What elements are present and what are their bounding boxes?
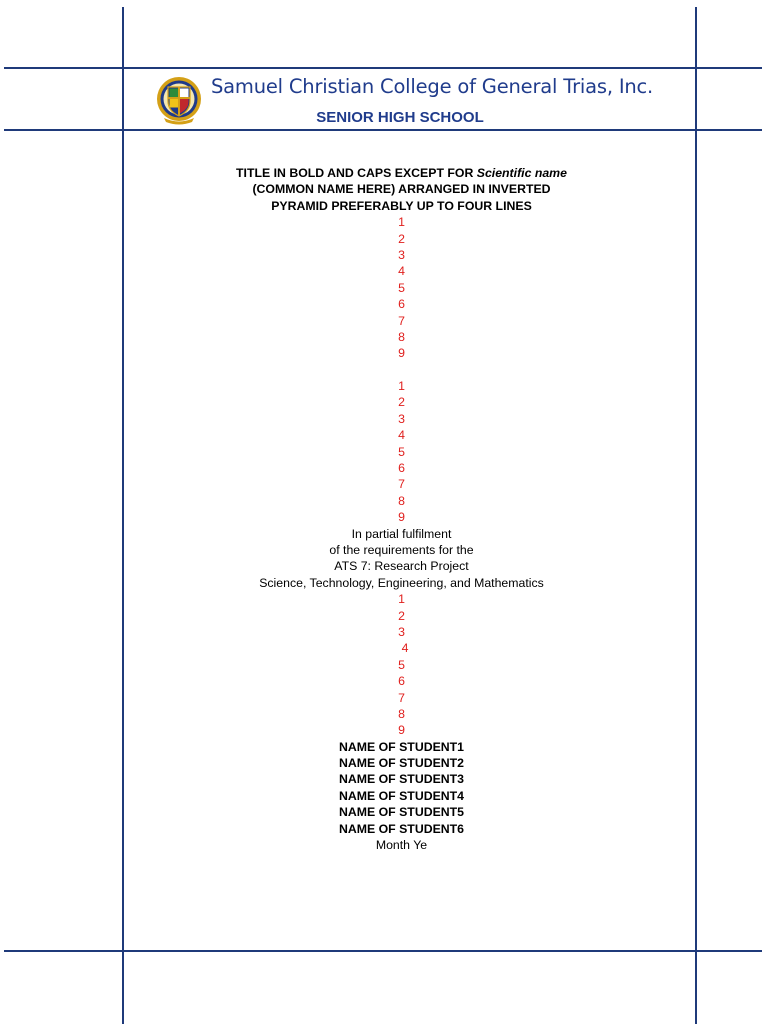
title-line-3: PYRAMID PREFERABLY UP TO FOUR LINES bbox=[271, 198, 532, 213]
spacer-number: 1 bbox=[398, 379, 405, 394]
spacer-number: 7 bbox=[398, 690, 405, 705]
spacer-number: 4 bbox=[398, 264, 405, 279]
spacer-number: 5 bbox=[398, 444, 405, 459]
title-line-1 bbox=[124, 165, 679, 181]
spacer-number: 5 bbox=[398, 657, 405, 672]
page-header bbox=[150, 72, 695, 128]
spacer-number: 6 bbox=[398, 461, 405, 476]
strand-name: Science, Technology, Engineering, and Mathematics bbox=[259, 575, 544, 590]
scientific-name: Scientific name bbox=[476, 166, 567, 180]
spacer-number: 2 bbox=[398, 608, 405, 623]
college-name: Samuel Christian College of General Trias, Inc. bbox=[211, 75, 654, 98]
student-name: NAME OF STUDENT4 bbox=[338, 788, 465, 803]
student-name: NAME OF STUDENT6 bbox=[338, 821, 465, 836]
margin-rule-bottom bbox=[4, 950, 762, 952]
spacer-number: 6 bbox=[398, 674, 405, 689]
title-line-2: (COMMON NAME HERE) ARRANGED IN INVERTED bbox=[252, 182, 551, 197]
header-rule-bottom bbox=[4, 129, 762, 131]
spacer-number: 4 bbox=[398, 428, 405, 443]
spacer-number: 1 bbox=[398, 592, 405, 607]
spacer-number: 6 bbox=[398, 297, 405, 312]
spacer-number: 2 bbox=[398, 395, 405, 410]
student-name: NAME OF STUDENT5 bbox=[338, 805, 465, 820]
fulfilment-line: of the requirements for the bbox=[329, 542, 474, 557]
spacer-number: 7 bbox=[398, 313, 405, 328]
title-page-body bbox=[124, 165, 679, 853]
submission-date: Month Ye bbox=[375, 838, 428, 853]
spacer-number: 9 bbox=[398, 723, 405, 738]
student-name: NAME OF STUDENT1 bbox=[338, 739, 465, 754]
spacer-number: 3 bbox=[398, 247, 405, 262]
spacer-number: 8 bbox=[398, 706, 405, 721]
spacer-number: 1 bbox=[398, 215, 405, 230]
spacer-number: 8 bbox=[398, 493, 405, 508]
spacer-number: 5 bbox=[398, 280, 405, 295]
spacer-number: 9 bbox=[398, 346, 405, 361]
course-name: ATS 7: Research Project bbox=[334, 559, 469, 574]
spacer-number: 9 bbox=[398, 510, 405, 525]
margin-rule-right bbox=[695, 7, 697, 1024]
spacer-number: 3 bbox=[398, 624, 405, 639]
spacer-number: 2 bbox=[398, 231, 405, 246]
margin-rule-top bbox=[4, 67, 762, 69]
spacer-number: 3 bbox=[398, 411, 405, 426]
fulfilment-line: In partial fulfilment bbox=[351, 526, 452, 541]
spacer-number: 8 bbox=[398, 329, 405, 344]
student-name: NAME OF STUDENT2 bbox=[338, 756, 465, 771]
title-line-1-text: TITLE IN BOLD AND CAPS EXCEPT FOR bbox=[236, 166, 477, 180]
school-level: SENIOR HIGH SCHOOL bbox=[316, 109, 484, 126]
blank-line bbox=[124, 362, 679, 378]
spacer-number: 4 bbox=[401, 641, 409, 656]
spacer-number: 7 bbox=[398, 477, 405, 492]
student-name: NAME OF STUDENT3 bbox=[338, 772, 465, 787]
